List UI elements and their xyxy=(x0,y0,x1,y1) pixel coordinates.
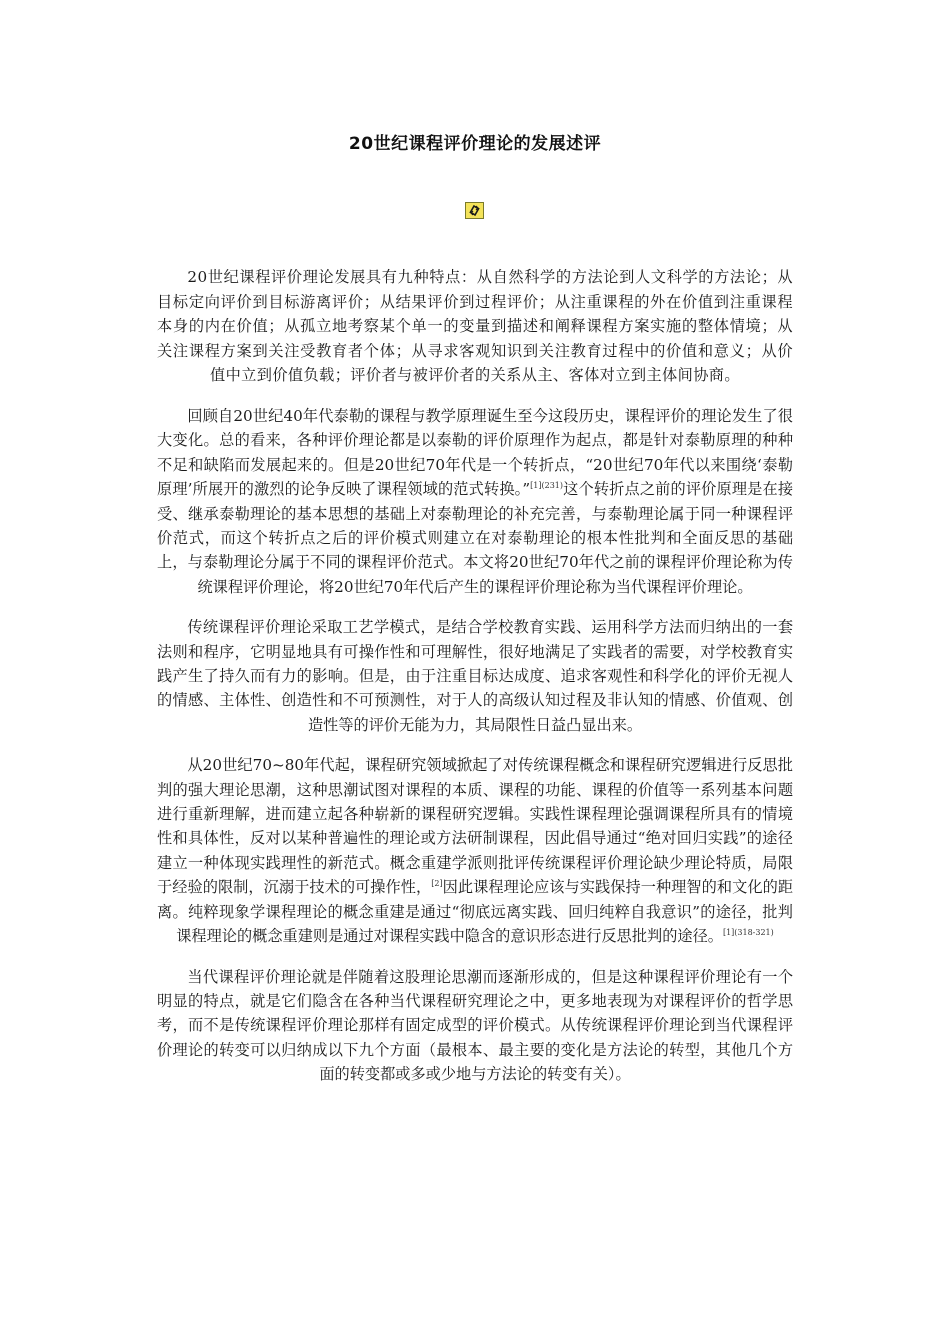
citation[interactable]: [2] xyxy=(431,879,443,889)
article-body xyxy=(157,265,793,1103)
paragraph-reconceptualism xyxy=(157,753,793,948)
paragraph-traditional: 传统课程评价理论采取工艺学模式，是结合学校教育实践、运用科学方法而归纳出的一套法则和程序，它明显地具有可操作性和可理解性，很好地满足了实践者的需要，对学校教育实践产生了持久而有力的影响。但是，由于注重目标达成度、追求客观性和科学化的评价无视人的情感、主体性、创造性和不可预测性，对于人的高级认知过程及非认知的情感、价值观、创造性等的评价无能为力，其局限性日益凸显出来。 xyxy=(157,618,793,734)
document-link-icon[interactable] xyxy=(465,202,484,219)
page-title: 20世纪课程评价理论的发展述评 xyxy=(348,134,602,154)
paragraph-text: 因此课程理论应该与实践保持一种理智的和文化的距离。纯粹现象学课程理论的概念重建是通过“彻底远离实践、回归纯粹自我意识”的途径，批判课程理论的概念重建则是通过对课程实践中隐含的意识形态进行反思批判的途径。 xyxy=(157,878,794,946)
paragraph-text: 这个转折点之前的评价原理是在接受、继承泰勒理论的基本思想的基础上对泰勒理论的补充完善，与泰勒理论属于同一种课程评价范式，而这个转折点之后的评价模式则建立在对泰勒理论的根本性批判和全面反思的基础上，与泰勒理论分属于不同的课程评价范式。本文将20世纪70年代之前的课程评价理论称为传统课程评价理论，将20世纪70年代后产生的课程评价理论称为当代课程评价理论。 xyxy=(157,480,794,596)
paragraph-text: 从20世纪70~80年代起，课程研究领域掀起了对传统课程概念和课程研究逻辑进行反思批判的强大理论思潮，这种思潮试图对课程的本质、课程的功能、课程的价值等一系列基本问题进行重新理解，进而建立起各种崭新的课程研究逻辑。实践性课程理论强调课程所具有的情境性和具体性，反对以某种普遍性的理论或方法研制课程，因此倡导通过“绝对回归实践”的途径建立一种体现实践理性的新范式。概念重建学派则批评传统课程评价理论缺少理论特质，局限于经验的限制，沉溺于技术的可操作性， xyxy=(157,756,793,897)
abstract-paragraph: 20世纪课程评价理论发展具有九种特点：从自然科学的方法论到人文科学的方法论；从目标定向评价到目标游离评价；从结果评价到过程评价；从注重课程的外在价值到注重课程本身的内在价值；从孤立地考察某个单一的变量到描述和阐释课程方案实施的整体情境；从关注课程方案到关注受教育者个体；从寻求客观知识到关注教育过程中的价值和意义；从价值中立到价值负载；评价者与被评价者的关系从主、客体对立到主体间协商。 xyxy=(157,268,793,385)
refresh-icon xyxy=(467,204,482,217)
paragraph-contemporary: 当代课程评价理论就是伴随着这股理论思潮而逐渐形成的，但是这种课程评价理论有一个明显的特点，就是它们隐含在各种当代课程研究理论之中，更多地表现为对课程评价的哲学思考，而不是传统课程评价理论那样有固定成型的评价模式。从传统课程评价理论到当代课程评价理论的转变可以归纳成以下九个方面（最根本、最主要的变化是方法论的转型，其他几个方面的转变都或多或少地与方法论的转变有关）。 xyxy=(157,967,793,1084)
citation[interactable]: [1](318-321) xyxy=(722,928,774,938)
paragraph-history xyxy=(157,404,793,599)
paragraph-text: 回顾自20世纪40年代泰勒的课程与教学原理诞生至今这段历史，课程评价的理论发生了很大变化。总的看来，各种评价理论都是以泰勒的评价原理作为起点，都是针对泰勒原理的种种不足和缺陷而发展起来的。但是20世纪70年代是一个转折点，“20世纪70年代以来围绕‘泰勒原理’所展开的激烈的论争反映了课程领域的范式转换。” xyxy=(157,406,793,499)
citation[interactable]: [1](231) xyxy=(530,481,563,491)
